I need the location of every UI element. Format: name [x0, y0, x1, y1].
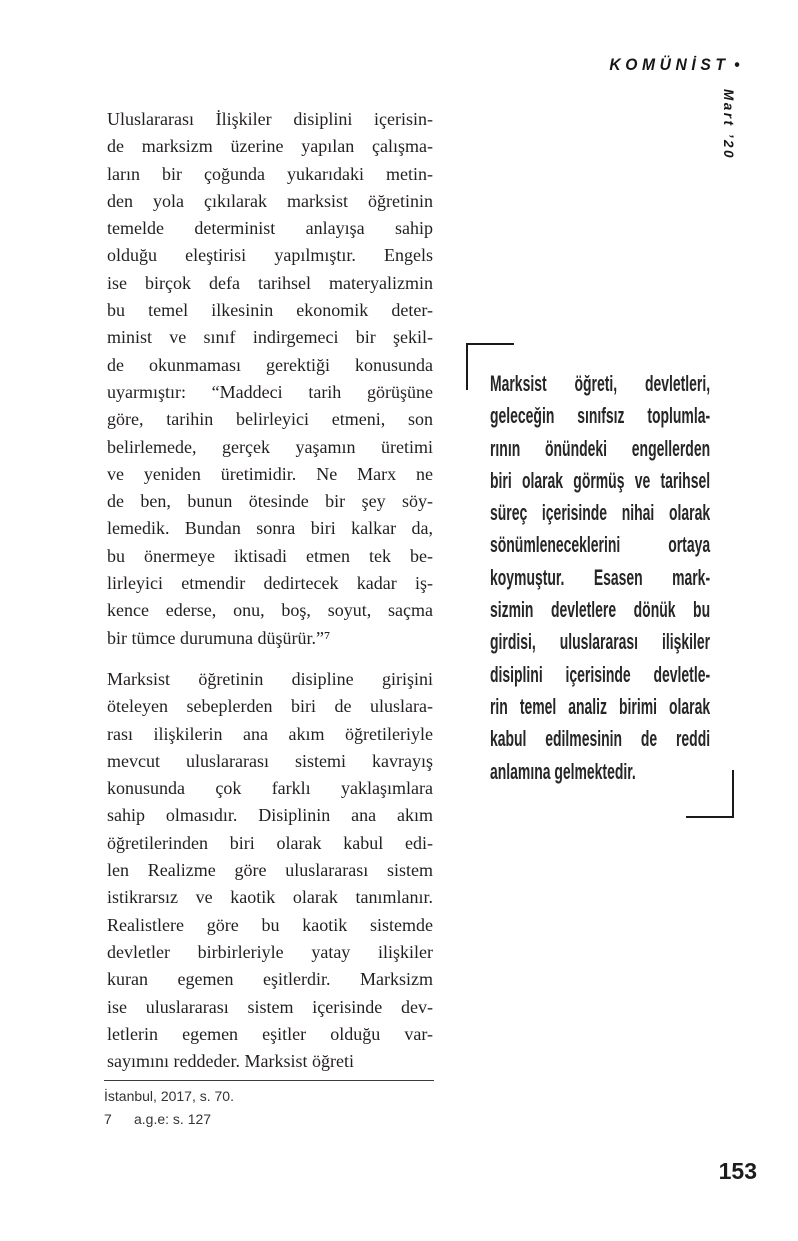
text-line: de okunmaması gerektiği konusunda	[107, 354, 433, 375]
text-line: Realistlere göre bu kaotik sistemde	[107, 914, 433, 935]
text-line: olduğu eleştirisi yapılmıştır. Engels	[107, 245, 433, 266]
text-line: ise birçok defa tarihsel materyalizmin	[107, 272, 433, 293]
text-line: mevcut uluslararası sistemi kavrayış	[107, 750, 433, 771]
text-line: de marksizm üzerine yapılan çalışma-	[107, 136, 433, 157]
text-line: uyarmıştır: “Maddeci tarih görüşüne	[107, 381, 433, 402]
text-line: istikrarsız ve kaotik olarak tanımlanır.	[107, 887, 433, 908]
text-line: kuran egemen eşitlerdir. Marksizm	[107, 969, 433, 990]
issue-date: Mart ’20	[721, 89, 736, 161]
text-line: anlamına gelmektedir.	[490, 758, 636, 784]
text-line: koymuştur. Esasen mark-	[490, 564, 711, 590]
text-line: ise uluslararası sistem içerisinde dev-	[107, 996, 433, 1017]
text-line: de ben, bunun ötesinde bir şey söy-	[107, 491, 433, 512]
footnote-marker: 7	[104, 1110, 112, 1127]
footnote-item	[104, 1085, 434, 1108]
footnote-item	[104, 1108, 434, 1131]
text-line: konusunda çok farklı yaklaşımlara	[107, 778, 433, 799]
text-line: temelde determinist anlayışa sahip	[107, 218, 433, 239]
text-line: göre, tarihin belirleyici etmeni, son	[107, 409, 433, 430]
text-line: lemedik. Bundan sonra biri kalkar da,	[107, 518, 433, 539]
text-line: geleceğin sınıfsız toplumla-	[490, 403, 711, 429]
text-line: bu temel ilkesinin ekonomik deter-	[107, 300, 433, 321]
text-line: letlerin egemen eşitler olduğu var-	[107, 1023, 433, 1044]
quote-bracket-bottom-right	[686, 770, 734, 818]
text-line: rin temel analiz birimi olarak	[490, 693, 711, 719]
bullet-separator-icon: •	[734, 55, 740, 74]
text-line: sayımını reddeder. Marksist öğreti	[107, 1051, 354, 1072]
pull-quote	[490, 368, 710, 788]
text-line: len Realizme göre uluslararası sistem	[107, 860, 433, 881]
text-line: rının önündeki engellerden	[490, 435, 711, 461]
text-line: rası ilişkilerin ana akım öğretileriyle	[107, 723, 433, 744]
text-line: lirleyici etmendir dedirtecek kadar iş-	[107, 573, 433, 594]
footnote-text: a.g.e: s. 127	[134, 1110, 212, 1127]
text-line: Uluslararası İlişkiler disiplini içerisin-	[107, 109, 433, 129]
text-line: belirlemede, gerçek yaşamın üretimi	[107, 436, 433, 457]
footnote-text: İstanbul, 2017, s. 70.	[104, 1088, 234, 1104]
article-column	[107, 106, 433, 1075]
text-line: bir tümce durumuna düşürür.”⁷	[107, 627, 331, 648]
paragraph	[107, 666, 433, 1075]
text-line: öteleyen sebeplerden biri de uluslara-	[107, 696, 433, 717]
page-number: 153	[718, 1158, 757, 1184]
text-line: Marksist öğretinin disipline girişini	[107, 668, 433, 689]
text-line: ların bir çoğunda yukarıdaki metin-	[107, 163, 433, 184]
text-line: disiplini içerisinde devletle-	[490, 661, 711, 687]
text-line: girdisi, uluslararası ilişkiler	[490, 629, 711, 655]
text-line: Marksist öğreti, devletleri,	[490, 371, 711, 396]
magazine-title: KOMÜNİST	[609, 55, 730, 74]
text-line: kabul edilmesinin de reddi	[490, 726, 711, 752]
text-line: süreç içerisinde nihai olarak	[490, 500, 711, 526]
text-line: bu önermeye iktisadi etmen tek be-	[107, 545, 433, 566]
text-line: den yola çıkılarak marksist öğretinin	[107, 190, 433, 211]
page-header	[610, 55, 740, 75]
text-line: sönümleneceklerini ortaya	[490, 532, 711, 558]
paragraph	[107, 106, 433, 652]
text-line: devletler birbirleriyle yatay ilişkiler	[107, 941, 433, 962]
text-line: öğretilerinden biri olarak kabul edi-	[107, 832, 433, 853]
text-line: minist ve sınıf indirgemeci bir şekil-	[107, 327, 433, 348]
text-line: sizmin devletlere dönük bu	[490, 597, 711, 623]
text-line: biri olarak görmüş ve tarihsel	[490, 467, 711, 493]
text-line: ve yeniden üretimidir. Ne Marx ne	[107, 463, 433, 484]
footnote-section	[104, 1080, 434, 1130]
text-line: kence ederse, onu, boş, soyut, saçma	[107, 600, 433, 621]
text-line: sahip olmasıdır. Disiplinin ana akım	[107, 805, 433, 826]
